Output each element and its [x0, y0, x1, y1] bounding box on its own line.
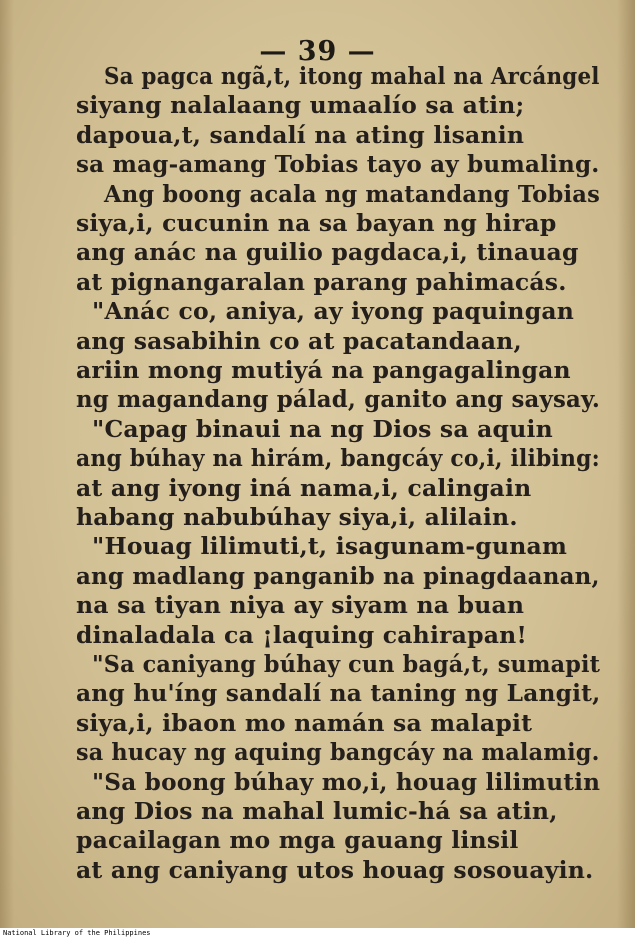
poem-line: sa hucay ng aquing bangcáy na malamig.	[76, 738, 600, 767]
poem-line: ang madlang panganib na pinagdaanan,	[76, 561, 600, 590]
poem-line: sa mag-amang Tobias tayo ay bumaling.	[76, 150, 600, 179]
poem-line: at ang caniyang utos houag sosouayin.	[76, 855, 594, 884]
poem-line: ang búhay na hirám, bangcáy co,i, ilibing:	[76, 444, 600, 473]
library-credit: National Library of the Philippines	[3, 929, 151, 937]
poem-line: siya,i, cucunin na sa bayan ng hirap	[76, 209, 557, 237]
page-number: — 39 —	[259, 36, 376, 67]
page-left-edge	[0, 0, 14, 928]
poem-line: ang anác na guilio pagdaca,i, tinauag	[76, 238, 579, 267]
poem-line: ng magandang pálad, ganito ang saysay.	[76, 385, 601, 414]
poem-line: na sa tiyan niya ay siyam na buan	[76, 591, 525, 620]
poem-line: ang Dios na mahal lumic-há sa atin,	[76, 797, 558, 825]
poem-line: "Houag lilimuti,t, isagunam-gunam	[92, 532, 568, 561]
poem-line: ang sasabihin co at pacatandaan,	[76, 326, 522, 355]
poem-line: siya,i, ibaon mo namán sa malapit	[76, 708, 533, 737]
poem-line: dinaladala ca ¡laquing cahirapan!	[76, 620, 527, 649]
poem-line: "Anác co, aniya, ay iyong paquingan	[92, 297, 575, 326]
poem-line: "Sa boong búhay mo,i, houag lilimutin	[92, 767, 601, 796]
page-right-edge	[617, 0, 635, 928]
poem-line: Sa pagca ngã,t, itong mahal na Arcángel	[104, 62, 600, 90]
poem-line: "Capag binaui na ng Dios sa aquin	[92, 414, 553, 443]
poem-line: pacailagan mo mga gauang linsil	[76, 826, 519, 855]
poem-line: Ang boong acala ng matandang Tobias	[104, 179, 600, 208]
poem-line: at ang iyong iná nama,i, calingain	[76, 473, 532, 502]
poem-line: siyang nalalaang umaalío sa atin;	[76, 91, 525, 120]
poem-line: "Sa caniyang búhay cun bagá,t, sumapit	[92, 650, 601, 678]
poem-line: at pignangaralan parang pahimacás.	[76, 267, 567, 296]
poem-line: ang hu'íng sandalí na taning ng Langit,	[76, 679, 601, 708]
poem-line: dapoua,t, sandalí na ating lisanin	[76, 120, 525, 149]
poem-line: habang nabubúhay siya,i, alilain.	[76, 503, 518, 531]
poem-line: ariin mong mutiyá na pangagalingan	[76, 356, 571, 384]
